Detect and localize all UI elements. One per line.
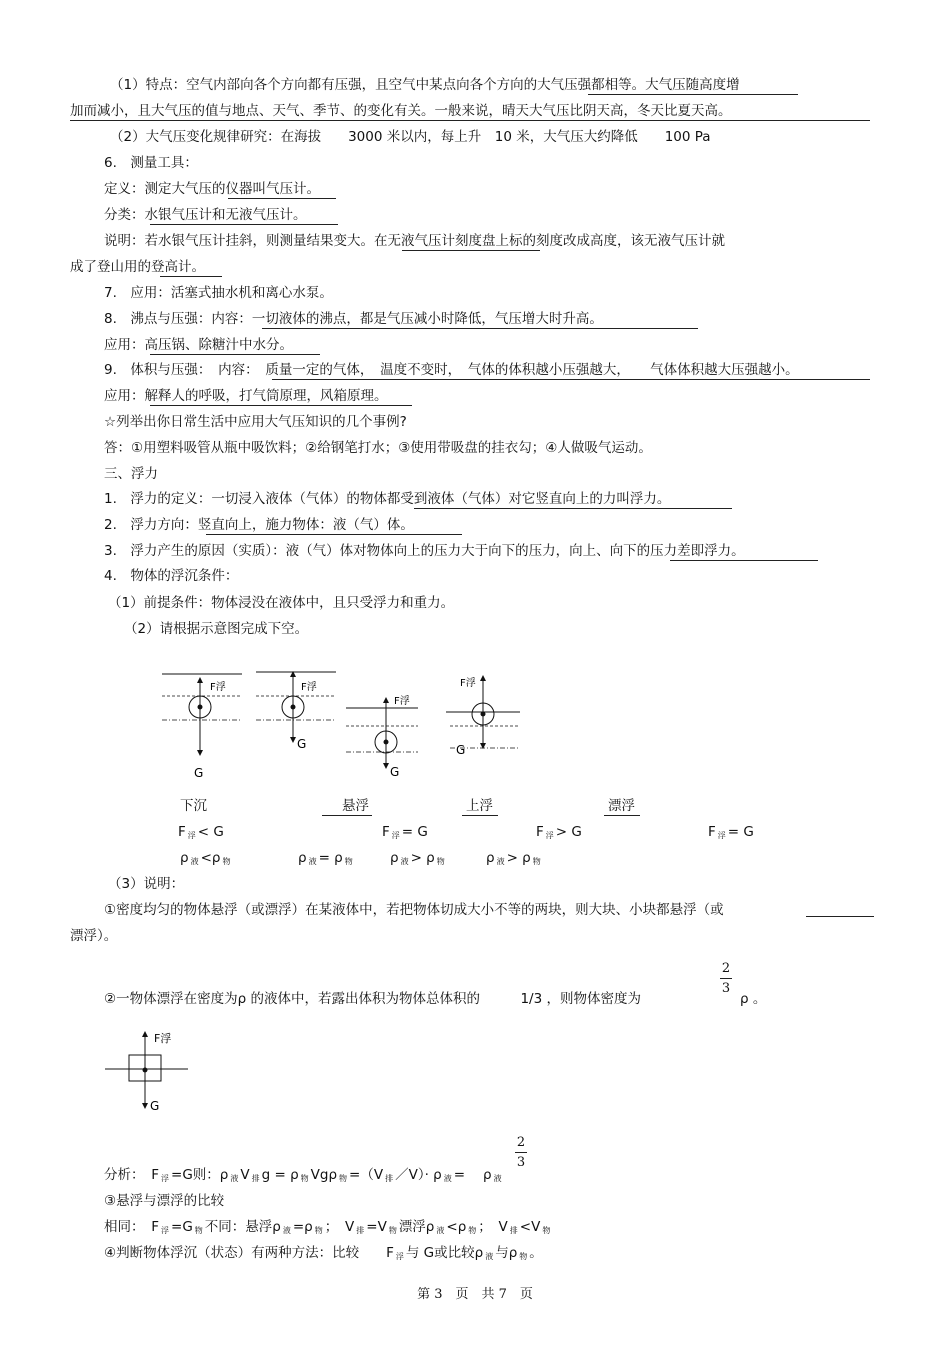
text-line: 分类：水银气压计和无液气压计。 [104,207,307,223]
text-line: ②一物体漂浮在密度为ρ 的液体中，若露出体积为物体总体积的 1/3 ，则物体密度为 [104,991,641,1007]
f-buoyancy-label: F浮 [154,1032,172,1045]
force-sinking: F浮 < G [178,824,224,840]
text-line: 2. 浮力方向：竖直向上，施力物体：液（气）体。 [104,517,414,533]
state-floating: 漂浮 [608,798,635,814]
text-line: （3）说明： [108,876,185,892]
underline [272,379,870,380]
text-line: 加而减小，且大气压的值与地点、天气、季节、的变化有关。一般来说，晴天大气压比阴天高，冬天比夏天高。 [70,103,732,119]
underline [604,815,640,816]
fraction-bar [515,1152,527,1153]
f-buoyancy-label: F浮 [394,696,410,707]
state-sinking: 下沉 [180,798,207,814]
force-rising: F浮 > G [536,824,582,840]
text-line: ρ 。 [740,991,767,1007]
underline [462,815,498,816]
g-label: G [194,766,204,780]
force-floating: F浮 = G [708,824,754,840]
f-buoyancy-label: F浮 [210,682,226,693]
g-label: G [390,765,400,779]
underline [414,508,732,509]
fraction-numerator: 2 [721,961,731,976]
f-buoyancy-label: F浮 [460,678,476,689]
floating-box-diagram [100,1024,200,1114]
text-line: （1）前提条件：物体浸没在液体中，且只受浮力和重力。 [108,595,455,611]
g-label: G [456,743,466,757]
force-suspended: F浮 = G [382,824,428,840]
text-line: ①密度均匀的物体悬浮（或漂浮）在某液体中，若把物体切成大小不等的两块，则大块、小块都悬浮（或 [104,902,724,918]
density-suspended: ρ液 = ρ 物 [298,850,353,866]
underline [150,405,412,406]
text-line: 答：①用塑料吸管从瓶中吸饮料；②给钢笔打水；③使用带吸盘的挂衣勾；④人做吸气运动。 [104,440,652,456]
density-rising: ρ液 > ρ 物 [390,850,445,866]
text-line: 8. 沸点与压强：内容：一切液体的沸点，都是气压减小时降低，气压增大时升高。 [104,311,603,327]
suspended-diagram [256,672,336,751]
floating-diagram [446,676,520,757]
section-heading: 三、浮力 [104,466,158,482]
text-line: 定义：测定大气压的仪器叫气压计。 [104,181,320,197]
g-label: G [297,737,307,751]
underline [206,534,462,535]
sinking-diagram [162,674,242,780]
underline [262,328,698,329]
g-label: G [150,1099,160,1113]
compare-line: 相同： F 浮 =G 物 不同：悬浮ρ 液 =ρ 物 ； V 排 =V 物 漂浮ρ 液 <ρ 物 ； V 排 <V 物 [104,1219,551,1235]
judge-line: ④判断物体浮沉（状态）有两种方法：比较 F 浮 与 G或比较ρ 液 与ρ 物 。 [104,1245,543,1261]
page-footer: 第 3 页 共 7 页 [417,1287,533,1302]
text-line: ③悬浮与漂浮的比较 [104,1193,225,1209]
text-line: 6. 测量工具： [104,155,198,171]
fraction-denominator: 3 [721,981,731,996]
text-line: 1. 浮力的定义：一切浸入液体（气体）的物体都受到液体（气体）对它竖直向上的力叫浮力。 [104,491,671,507]
text-line: 漂浮）。 [70,928,118,944]
text-line: ☆列举出你日常生活中应用大气压知识的几个事例? [104,414,407,430]
text-line: 4. 物体的浮沉条件： [104,568,239,584]
fraction-denominator: 3 [516,1155,526,1170]
f-buoyancy-label: F浮 [301,682,317,693]
text-line: 9. 体积与压强： 内容： 质量一定的气体， 温度不变时， 气体的体积越小压强越大， 气体体积越大压强越小。 [104,362,799,378]
underline [228,198,336,199]
underline [402,250,540,251]
text-line: 应用：高压锅、除糖汁中水分。 [104,337,293,353]
text-line: 3. 浮力产生的原因（实质）：液（气）体对物体向上的压力大于向下的压力，向上、向下的压力差即浮力。 [104,543,745,559]
text-line: 说明：若水银气压计挂斜，则测量结果变大。在无液气压计刻度盘上标的刻度改成高度，该无液气压计就 [104,233,725,249]
density-sinking: ρ液 <ρ 物 [180,850,231,866]
rising-diagram [346,694,418,779]
underline [588,94,798,95]
density-floating: ρ液 > ρ 物 [486,850,541,866]
fraction-bar [720,978,732,979]
underline [70,120,870,121]
analysis-line: 分析： F 浮 =G则：ρ 液 V 排 g = ρ 物 Vgρ 物 =（V 排 ／V）· ρ 液 = ρ 液 [104,1167,502,1183]
fraction-numerator: 2 [516,1135,526,1150]
buoyancy-diagrams [150,660,530,785]
underline [150,354,320,355]
underline [670,560,818,561]
text-line: 成了登山用的登高计。 [70,259,205,275]
text-line: 应用：解释人的呼吸，打气筒原理，风箱原理。 [104,388,388,404]
text-line: （1）特点：空气内部向各个方向都有压强，且空气中某点向各个方向的大气压强都相等。大气压随高度增 [110,77,740,93]
text-line: （2）大气压变化规律研究：在海拔 3000 米以内，每上升 10 米，大气压大约降低 100 Pa [110,129,711,145]
state-rising: 上浮 [466,798,493,814]
text-line: （2）请根据示意图完成下空。 [124,621,309,637]
underline [150,224,338,225]
underline [806,916,874,917]
underline [160,276,222,277]
underline [322,815,372,816]
text-line: 7. 应用：活塞式抽水机和离心水泵。 [104,285,333,301]
state-suspended: 悬浮 [342,798,369,814]
